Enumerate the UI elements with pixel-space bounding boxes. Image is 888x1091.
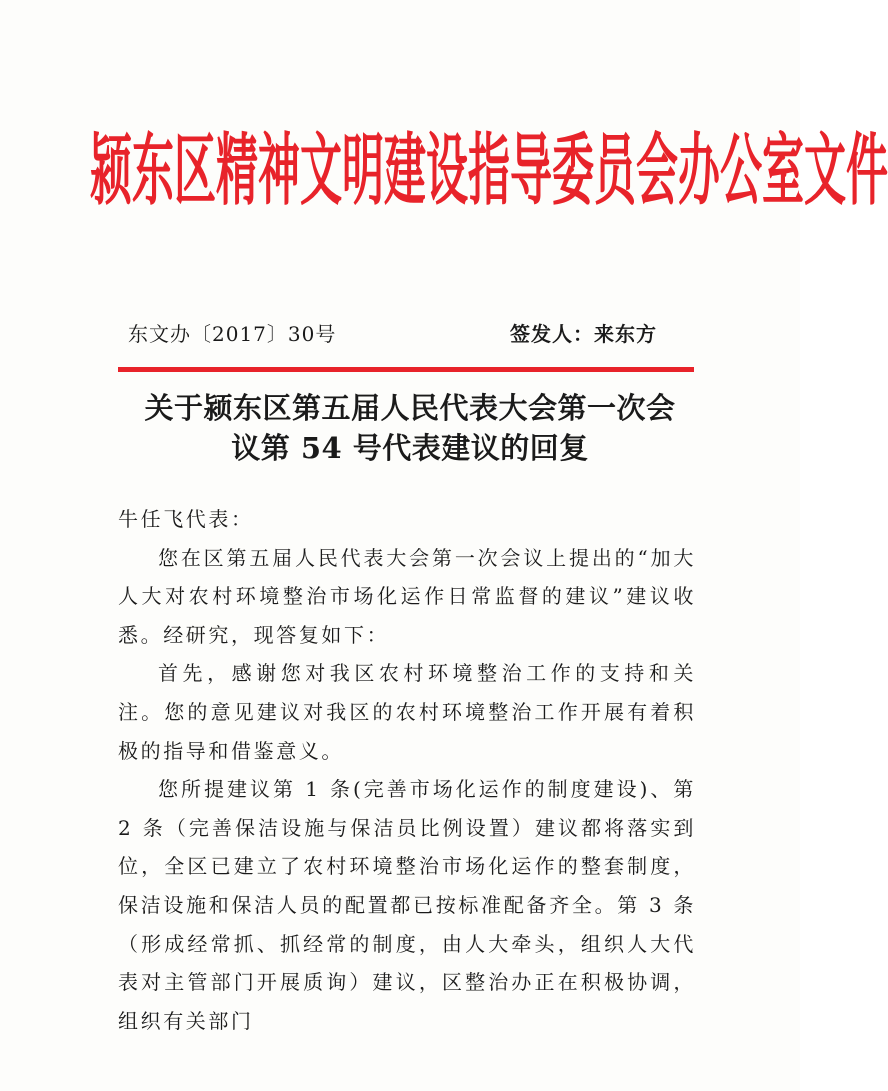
signer-name: 来东方: [594, 322, 657, 346]
document-title: [100, 388, 720, 468]
signer-block: [510, 318, 657, 347]
body-paragraph-2: 首先，感谢您对我区农村环境整治工作的支持和关注。您的意见建议对我区的农村环境整治工作开展有着积极的指导和借鉴意义。: [118, 661, 696, 763]
signer-label: 签发人：: [510, 322, 594, 346]
salutation: 牛任飞代表：: [118, 507, 254, 531]
body-paragraph-1: 您在区第五届人民代表大会第一次会议上提出的“加大人大对农村环境整治市场化运作日常监督的建议”建议收悉。经研究，现答复如下：: [118, 545, 696, 647]
body-paragraph-3: 您所提建议第 1 条(完善市场化运作的制度建设)、第 2 条（完善保洁设施与保洁员比例设置）建议都将落实到位，全区已建立了农村环境整治市场化运作的整套制度，保洁设施和保洁人员的配置都已按标准配备齐全。第 3 条（形成经常抓、抓经常的制度，由人大牵头，组织人大代表对主管部门开展质询）建议，区整治办正在积极协调，组织有关部门: [118, 777, 696, 1033]
document-header-title: 颍东区精神文明建设指导委员会办公室文件: [90, 124, 888, 216]
document-title-line-1: 关于颍东区第五届人民代表大会第一次会: [144, 391, 676, 425]
document-body: [118, 500, 696, 1040]
document-title-line-2: 议第 54 号代表建议的回复: [231, 431, 589, 465]
document-number: 东文办〔2017〕30号: [128, 322, 337, 346]
red-divider-line: [118, 367, 694, 372]
